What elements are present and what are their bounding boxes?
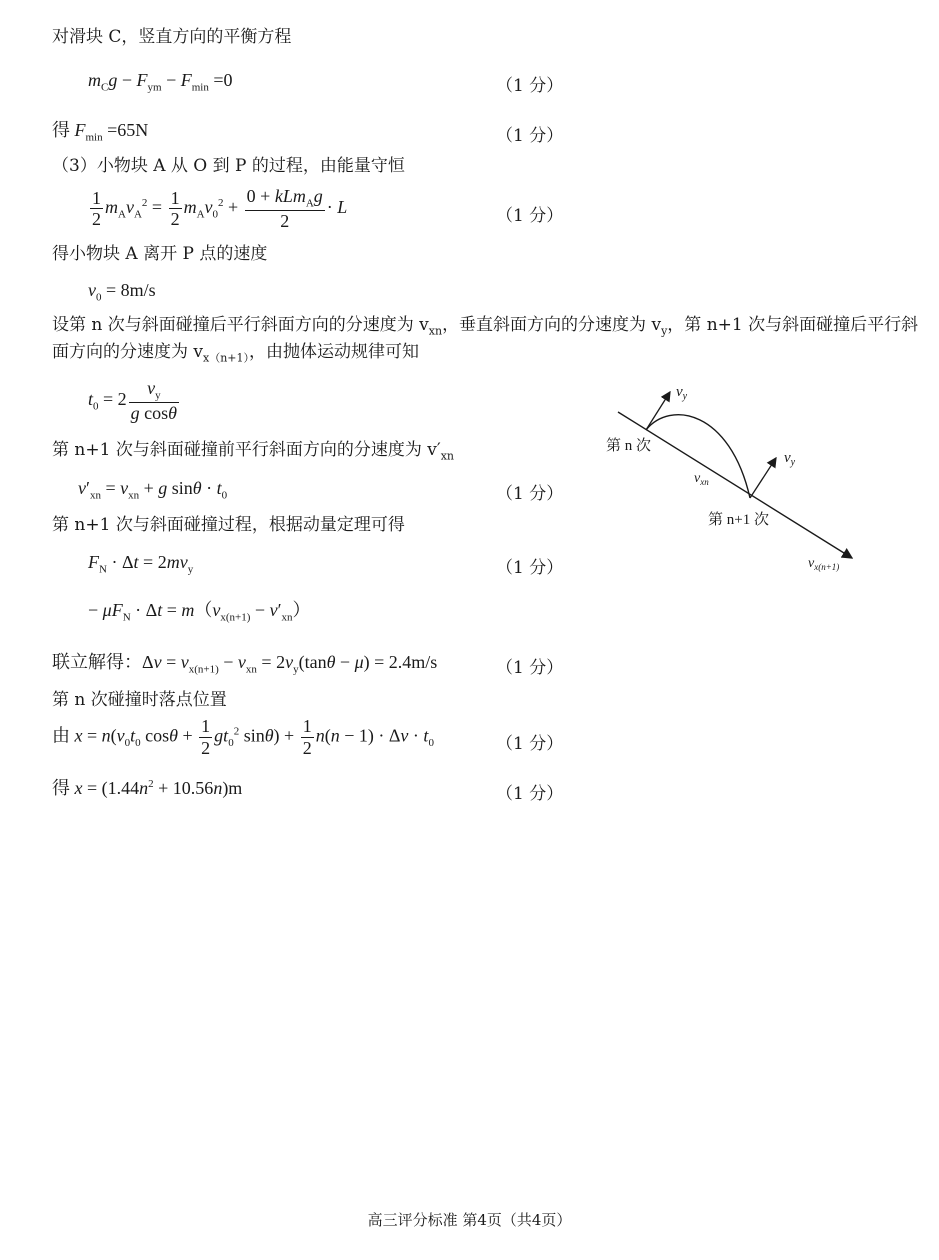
text-line-6: 设第 n 次与斜面碰撞后平行斜面方向的分速度为 $v_{xn}$，垂直斜面方向的分速度为 $v_y$，第 n+1 次与斜面碰撞后平行斜 <box>52 315 919 338</box>
score-3: （1 分） <box>496 206 564 226</box>
label-vxn1: $v_{x(n+1)}$ <box>808 556 840 572</box>
equation-impulse-friction: − $\mu F_N \cdot \Delta t = m(v_{x(n+1)} - v'_{xn})$ <box>88 600 311 624</box>
incline-line <box>618 412 852 558</box>
label-nth: 第 n 次 <box>606 438 652 454</box>
score-5: （1 分） <box>496 558 564 578</box>
equation-x-final: 得 $x = (1.44n^2 + 10.56n)m$ <box>52 778 243 798</box>
vy-arrow-n1 <box>750 458 776 498</box>
text-line-9: 第 n+1 次与斜面碰撞过程，根据动量定理可得 <box>52 515 405 535</box>
text-part-3: （3）小物块 A 从 O 到 P 的过程，由能量守恒 <box>52 156 405 176</box>
label-vy-1: $v_y$ <box>676 384 688 402</box>
equation-energy: $\frac{1}{2}$ $m_Av_A^2$ = $\frac{1}{2}$ $m_Av_0^2$ + $\frac{0 + kLm_Ag}{2}$ · L <box>92 186 348 232</box>
equation-t0: $t_0 = 2$ $\frac{v_y}{\text{g cosθ}}$ <box>88 378 178 424</box>
vy-arrow-n <box>646 392 670 430</box>
score-2: （1 分） <box>496 126 564 146</box>
label-n1th: 第 n+1 次 <box>708 512 769 528</box>
text-line-7: 面方向的分速度为 $v_{x(n+1)}$，由抛体运动规律可知 <box>52 342 420 365</box>
incline-diagram <box>590 370 880 590</box>
text-line-10: 第 n 次碰撞时落点位置 <box>52 690 227 710</box>
equation-v0: $v_0 = 8m/s$ <box>88 280 156 304</box>
result-fmin: 得 $F_{min} =65N$ <box>52 120 149 144</box>
equation-delta-v: 联立解得：$\Delta v = v_{x(n+1)} - v_{xn} = 2v_y(\tan\theta - \mu) = 2.4m/s$ <box>52 652 438 676</box>
score-8: （1 分） <box>496 784 564 804</box>
equation-x-position: 由 $x = n(v_0t_0$ cosθ + $\frac{1}{2}$ $gt_0^2$ sinθ) + $\frac{1}{2}$ $n(n - 1) \cdot \Delta v \cdot t_0$ <box>52 716 434 758</box>
equation-vxn-prime: $v'_{xn} = v_{xn} + g$ $\sin\theta \cdot t_0$ <box>78 478 228 502</box>
text-line-8: 第 n+1 次与斜面碰撞前平行斜面方向的分速度为 $v'_{xn}$ <box>52 440 454 463</box>
label-vy-2: $v_y$ <box>784 450 796 468</box>
score-6: （1 分） <box>496 658 564 678</box>
score-4: （1 分） <box>496 484 564 504</box>
text-line-4: 得小物块 A 离开 P 点的速度 <box>52 244 268 264</box>
label-vxn: $v_{xn}$ <box>694 471 709 487</box>
equation-balance: $m_Cg - F_{ym} - F_{min} =0$ <box>88 70 233 94</box>
score-1: （1 分） <box>496 76 564 96</box>
text-line-1: 对滑块 C，竖直方向的平衡方程 <box>52 27 292 47</box>
score-7: （1 分） <box>496 734 564 754</box>
page-footer: 高三评分标准 第4页（共4页） <box>367 1211 572 1229</box>
equation-impulse-normal: $F_N \cdot \Delta t = 2mv_y$ <box>88 552 194 576</box>
